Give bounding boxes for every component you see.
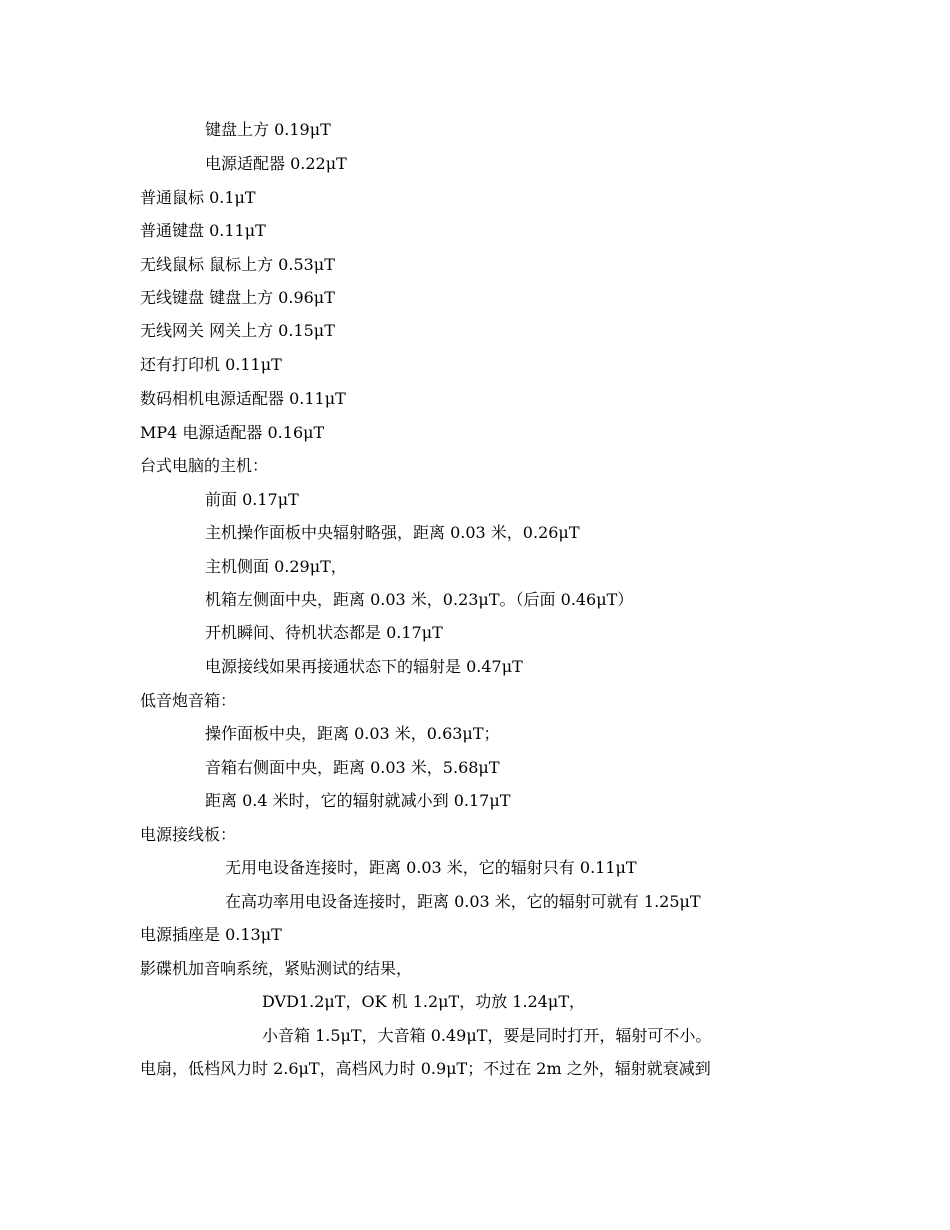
text-line: 电源接线如果再接通状态下的辐射是 0.47μT [205, 657, 523, 676]
text-line: 在高功率用电设备连接时，距离 0.03 米，它的辐射可就有 1.25μT [225, 892, 701, 911]
text-line: 无线网关 网关上方 0.15μT [140, 321, 335, 340]
text-line: 无线键盘 键盘上方 0.96μT [140, 288, 335, 307]
section-heading: 低音炮音箱： [140, 691, 237, 710]
text-line: 数码相机电源适配器 0.11μT [140, 389, 346, 408]
text-line: 机箱左侧面中央，距离 0.03 米，0.23μT。（后面 0.46μT） [205, 590, 634, 609]
text-line: 电源插座是 0.13μT [140, 925, 282, 944]
text-line: 无用电设备连接时，距离 0.03 米，它的辐射只有 0.11μT [225, 858, 637, 877]
text-line: 电扇，低档风力时 2.6μT，高档风力时 0.9μT；不过在 2m 之外，辐射就衰减到 [140, 1059, 711, 1078]
section-heading: 电源接线板： [140, 825, 237, 844]
text-line: 普通键盘 0.11μT [140, 221, 266, 240]
text-line: 音箱右侧面中央，距离 0.03 米，5.68μT [205, 758, 500, 777]
text-line: 前面 0.17μT [205, 490, 299, 509]
text-line: 小音箱 1.5μT，大音箱 0.49μT，要是同时打开，辐射可不小。 [262, 1026, 712, 1045]
section-heading: 影碟机加音响系统，紧贴测试的结果， [140, 959, 413, 978]
text-line: 操作面板中央，距离 0.03 米，0.63μT； [205, 724, 500, 743]
text-line: 主机操作面板中央辐射略强，距离 0.03 米，0.26μT [205, 523, 580, 542]
text-line: 普通鼠标 0.1μT [140, 188, 256, 207]
text-line: MP4 电源适配器 0.16μT [140, 423, 325, 442]
text-line: 无线鼠标 鼠标上方 0.53μT [140, 255, 335, 274]
text-line: 距离 0.4 米时，它的辐射就减小到 0.17μT [205, 791, 511, 810]
text-line: 键盘上方 0.19μT [205, 120, 331, 139]
text-line: 电源适配器 0.22μT [205, 154, 347, 173]
text-line: 开机瞬间、待机状态都是 0.17μT [205, 623, 443, 642]
text-line: 主机侧面 0.29μT， [205, 557, 347, 576]
section-heading: 台式电脑的主机： [140, 456, 269, 475]
text-line: 还有打印机 0.11μT [140, 355, 282, 374]
text-line: DVD1.2μT，OK 机 1.2μT，功放 1.24μT， [262, 992, 585, 1011]
